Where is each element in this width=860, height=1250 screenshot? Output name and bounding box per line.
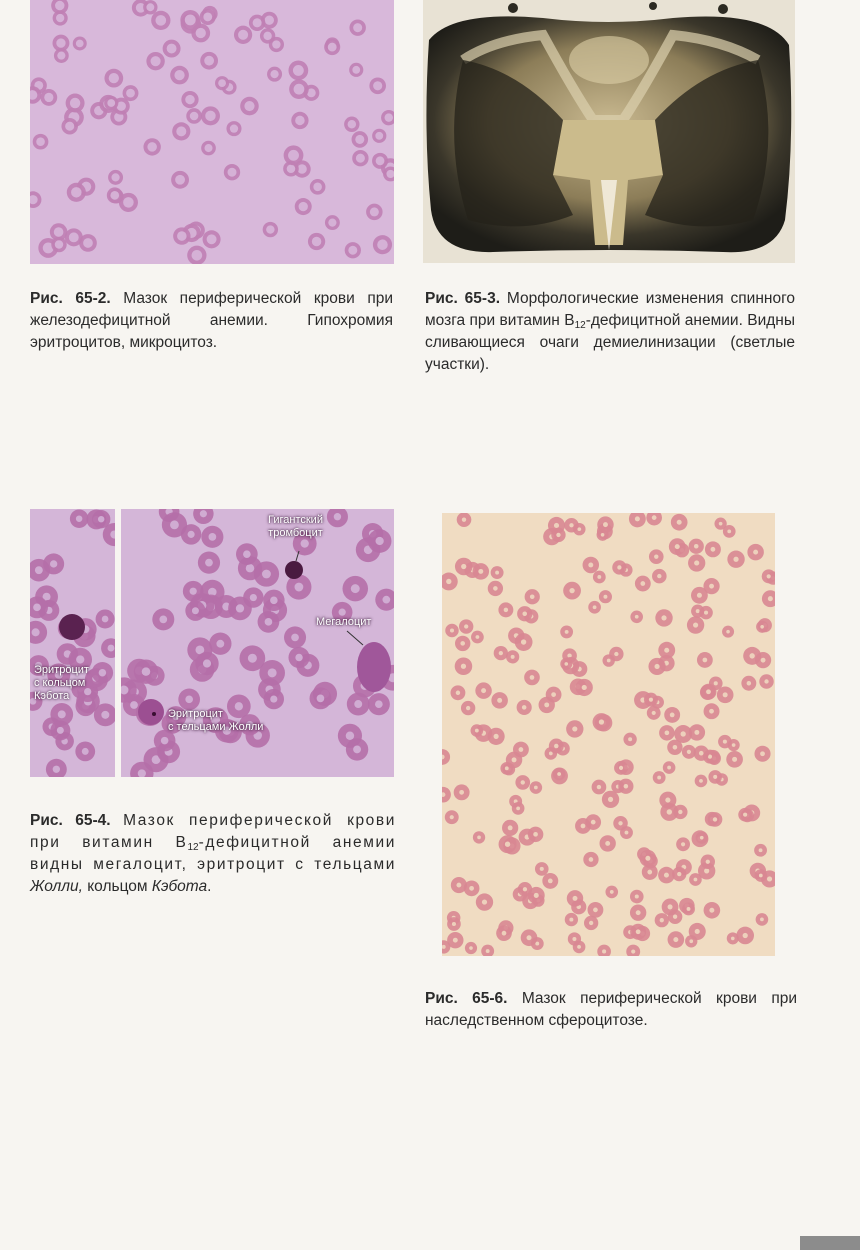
caption-number: Рис. 65-4. xyxy=(30,812,111,829)
caption-text-continued: -дефицитной анемии. Видны сливающиеся очаги демиелинизации (светлые участки). xyxy=(425,312,795,373)
caption-fig-65-3 xyxy=(425,288,795,376)
caption-text: Мазок периферической крови при наследственном сфероцитозе. xyxy=(425,990,797,1029)
figure-65-6-image xyxy=(442,513,775,956)
subscript: 12 xyxy=(187,842,199,853)
caption-number: Рис. 65-6. xyxy=(425,990,508,1007)
caption-italic-jolly: Жолли, xyxy=(30,878,83,895)
label-line: Эритроцит xyxy=(34,664,89,676)
caption-text: Мазок периферической крови при железодефицитной анемии. Гипохромия эритроцитов, микроцитоз. xyxy=(30,290,393,351)
figure-65-2-image xyxy=(30,0,394,264)
caption-fig-65-2 xyxy=(30,288,393,354)
figure-65-4-left-panel xyxy=(30,509,115,777)
label-line: Кэбота xyxy=(34,690,70,702)
label-megalocyte xyxy=(316,616,371,629)
caption-text-mid: кольцом xyxy=(82,878,152,895)
caption-number: Рис. 65-3. xyxy=(425,290,501,307)
figure-65-3-image xyxy=(423,0,795,263)
caption-fig-65-6 xyxy=(425,988,797,1032)
label-cabot-ring xyxy=(34,664,89,703)
label-jolly-bodies xyxy=(168,708,263,734)
figure-65-4-right-panel xyxy=(121,509,394,777)
label-line: с кольцом xyxy=(34,677,86,689)
subscript: 12 xyxy=(574,320,586,331)
label-line: Эритроцит xyxy=(168,708,223,720)
page-edge-strip xyxy=(800,1236,860,1250)
label-line: с тельцами Жолли xyxy=(168,721,264,733)
caption-number: Рис. 65-2. xyxy=(30,290,111,307)
label-line: Мегалоцит xyxy=(316,616,372,628)
caption-text-end: . xyxy=(207,878,212,895)
label-line: тромбоцит xyxy=(268,527,323,539)
caption-fig-65-4 xyxy=(30,810,396,898)
caption-text: Мазок периферической крови при витамин В xyxy=(30,812,396,851)
label-giant-platelet xyxy=(268,514,323,540)
caption-text-continued: -дефицитной анемии видны мегалоцит, эритроцит с тельцами xyxy=(30,834,396,873)
caption-text: Морфологические изменения спинного мозга при витамин В xyxy=(425,290,795,329)
label-line: Гигантский xyxy=(268,514,323,526)
caption-italic-cabot: Кэбота xyxy=(151,878,208,895)
